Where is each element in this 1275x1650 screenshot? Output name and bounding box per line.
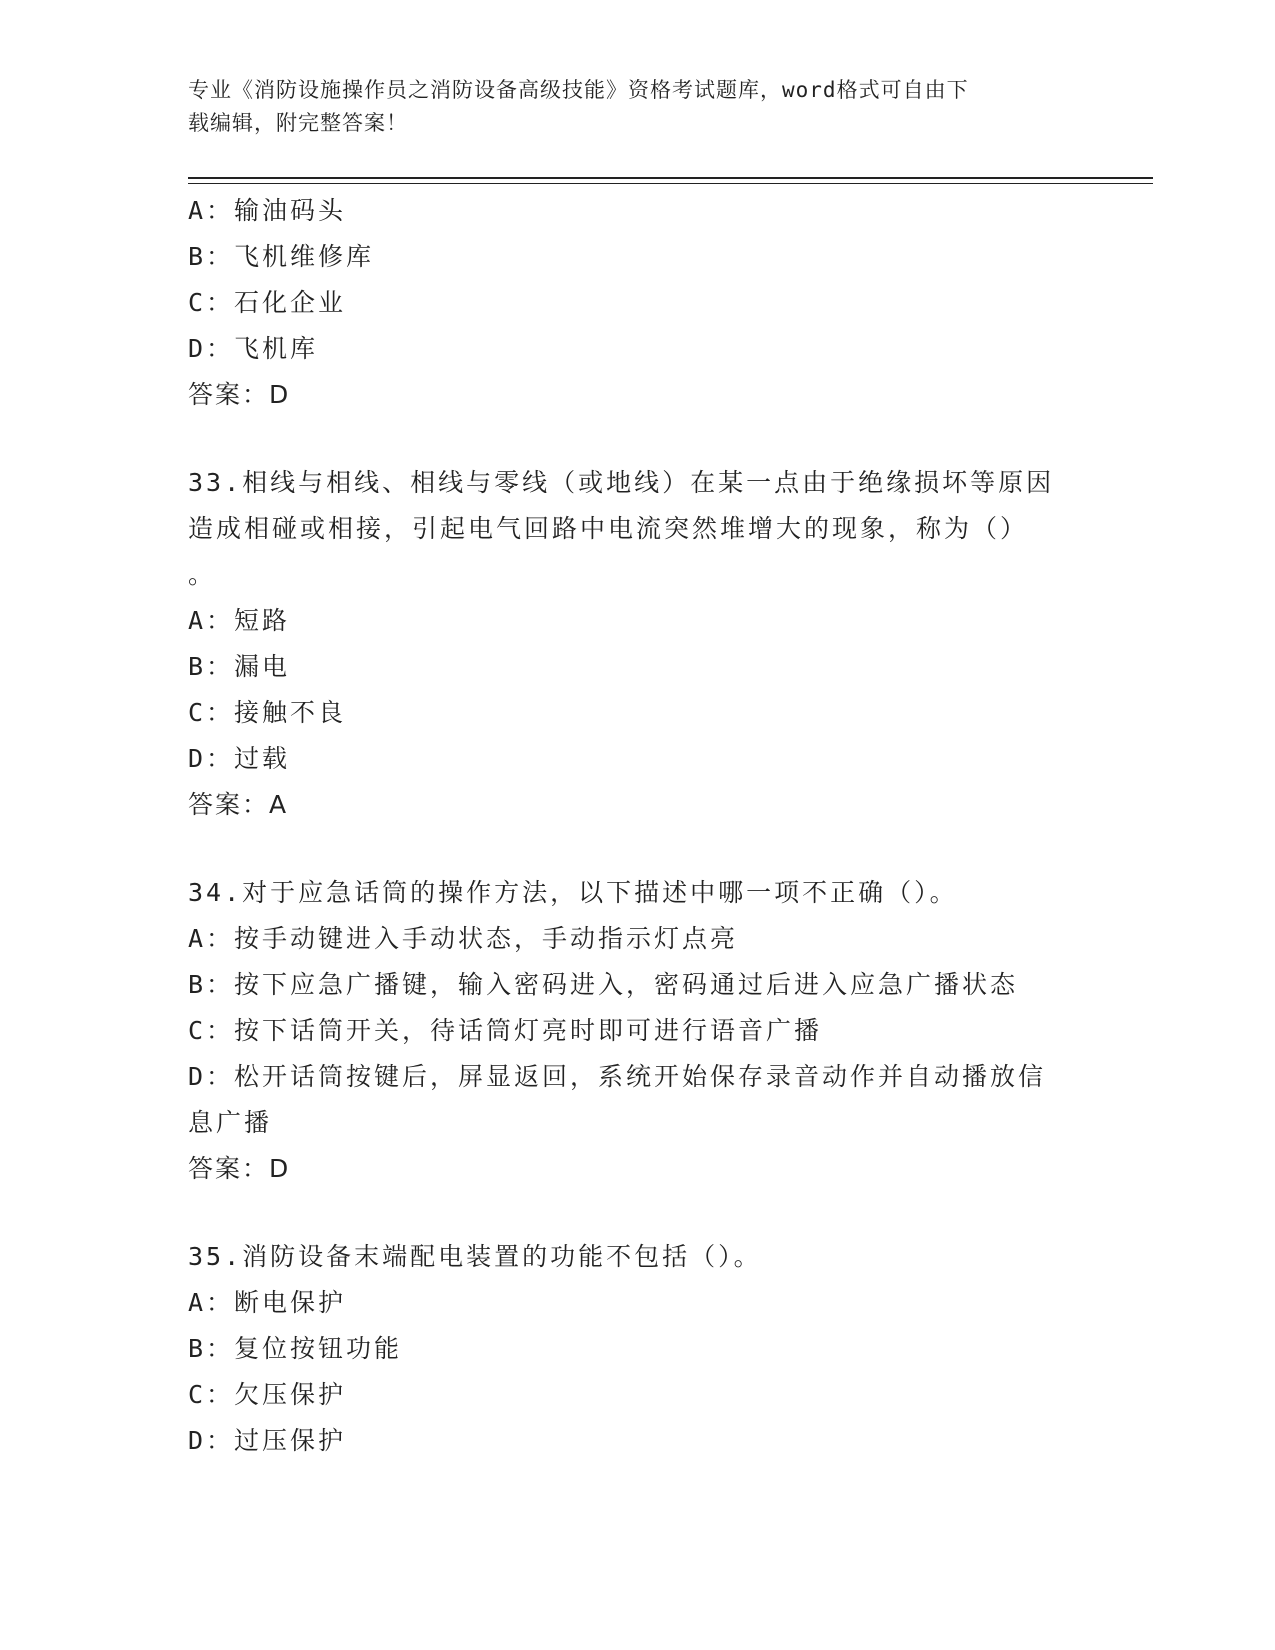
option-a: A：按手动键进入手动状态，手动指示灯点亮 — [188, 924, 739, 953]
question-34 — [188, 870, 1088, 1192]
question-33 — [188, 460, 1088, 828]
option-d-continued: 息广播 — [188, 1108, 273, 1137]
option-a: A：断电保护 — [188, 1288, 347, 1317]
option-a: A：短路 — [188, 606, 291, 635]
answer: 答案：D — [188, 380, 291, 409]
option-d: D：过压保护 — [188, 1426, 347, 1455]
question-text-line-1: 35.消防设备末端配电装置的功能不包括（）。 — [188, 1242, 762, 1271]
option-d: D：松开话筒按键后，屏显返回，系统开始保存录音动作并自动播放信 — [188, 1062, 1047, 1091]
question-35 — [188, 1234, 1088, 1464]
option-b: B：按下应急广播键，输入密码进入，密码通过后进入应急广播状态 — [188, 970, 1019, 999]
option-b: B：漏电 — [188, 652, 291, 681]
document-header — [188, 74, 1068, 140]
question-list — [188, 188, 1088, 1464]
answer: 答案：D — [188, 1154, 291, 1183]
header-line-1: 专业《消防设施操作员之消防设备高级技能》资格考试题库，word格式可自由下 — [188, 78, 969, 102]
header-rule-thick — [188, 177, 1153, 179]
option-b: B：飞机维修库 — [188, 242, 375, 271]
answer: 答案：A — [188, 790, 289, 819]
question-32-continued — [188, 188, 1088, 418]
option-c: C：按下话筒开关，待话筒灯亮时即可进行语音广播 — [188, 1016, 823, 1045]
option-b: B：复位按钮功能 — [188, 1334, 403, 1363]
question-text-line-2: 造成相碰或相接，引起电气回路中电流突然堆增大的现象，称为（） — [188, 514, 1029, 543]
option-a: A：输油码头 — [188, 196, 347, 225]
header-line-2: 载编辑，附完整答案！ — [188, 111, 408, 135]
header-rule-thin — [188, 183, 1153, 184]
option-c: C：石化企业 — [188, 288, 347, 317]
question-text-line-3: 。 — [188, 560, 217, 589]
option-c: C：接触不良 — [188, 698, 347, 727]
option-d: D：飞机库 — [188, 334, 319, 363]
question-text-line-1: 34.对于应急话筒的操作方法，以下描述中哪一项不正确（）。 — [188, 878, 958, 907]
question-text-line-1: 33.相线与相线、相线与零线（或地线）在某一点由于绝缘损坏等原因 — [188, 468, 1055, 497]
option-c: C：欠压保护 — [188, 1380, 347, 1409]
option-d: D：过载 — [188, 744, 291, 773]
